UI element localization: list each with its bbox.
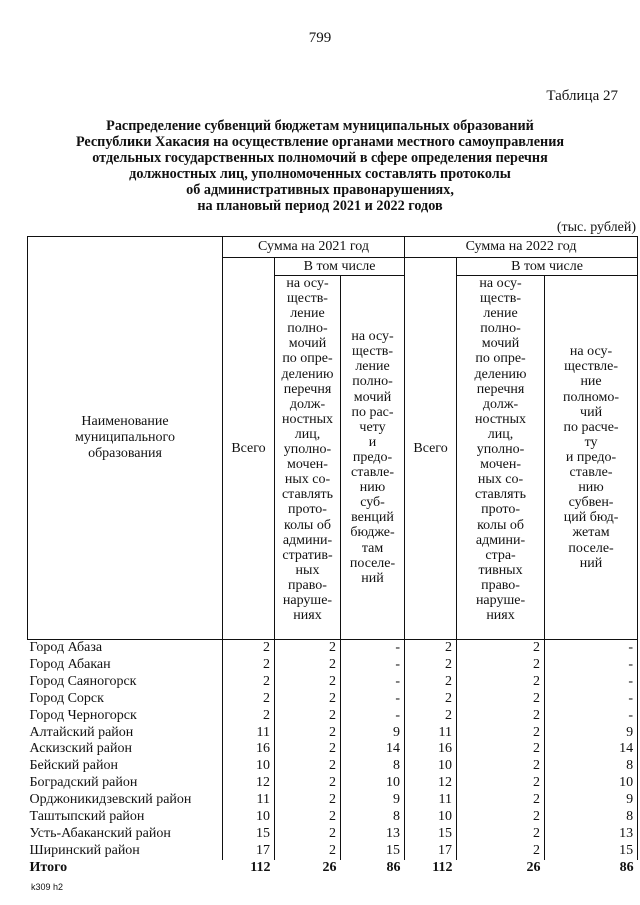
value-cell: 2 [275,758,341,775]
municipality-name: Аскизский район [29,741,132,757]
table-row [28,741,638,758]
value-cell: 2 [457,843,545,860]
table-row [28,758,638,775]
value-cell: 2 [275,640,341,657]
table-body [28,640,638,877]
municipality-name: Таштыпский район [29,809,145,825]
table-row [28,674,638,691]
table-row [28,792,638,809]
total-label: Итого [29,859,68,875]
value-cell: 2 [457,809,545,826]
header-sum-2022: Сумма на 2022 год [405,237,638,258]
municipality-name: Город Абакан [29,656,111,672]
value-cell: 14 [545,741,638,758]
header-protocol-2022: на осу- ществ- ление полно- мочий по опре- делению перечня долж- ностных лиц, уполно- мочен- ных со- ставлять прото- колы об админи- стра- тивных право- наруше- ниях [474,276,527,624]
value-cell: - [341,691,405,708]
value-cell: 2 [223,640,275,657]
municipality-name: Орджоникидзевский район [29,792,192,808]
header-transfer-2022: на осу- ществле- ние полномо- чий по расче- ту и предо- ставле- нию субвен- ций бюд- жетам поселе- ний [563,344,620,571]
value-cell: 8 [341,758,405,775]
municipality-name: Город Абаза [29,640,103,655]
value-cell: 26 [322,859,337,875]
title-line: Распределение субвенций бюджетам муниципальных образований [106,118,534,134]
value-cell: 2 [275,843,341,860]
table-row [28,775,638,792]
value-cell: 11 [405,792,457,809]
municipality-name: Ширинский район [29,842,140,858]
title-line: Республики Хакасия на осуществление органами местного самоуправления [75,134,565,150]
value-cell: 16 [405,741,457,758]
table-row [28,640,638,657]
value-cell: - [545,674,638,691]
header-including-2021: В том числе [275,258,405,276]
table-row [28,691,638,708]
value-cell: - [545,691,638,708]
value-cell: 9 [545,725,638,742]
table-row [28,826,638,843]
value-cell: 13 [545,826,638,843]
value-cell: 11 [223,725,275,742]
header-transfer-2021: на осу- ществ- ление полно- мочий по рас- чету и предо- ставле- нию суб- венций бюдже- там поселе- ний [349,329,396,586]
value-cell: 2 [457,691,545,708]
value-cell: 15 [223,826,275,843]
value-cell: 15 [405,826,457,843]
value-cell: 2 [275,826,341,843]
value-cell: 2 [405,691,457,708]
municipality-name: Город Сорск [29,690,104,706]
value-cell: 9 [341,725,405,742]
table-row [28,657,638,674]
value-cell: 112 [432,859,453,875]
value-cell: 112 [250,859,271,875]
value-cell: - [545,657,638,674]
header-total-2022: Всего [405,258,457,640]
page-number: 799 [308,30,332,46]
value-cell: 17 [405,843,457,860]
municipality-name: Город Саяногорск [29,673,137,689]
value-cell: 2 [457,775,545,792]
value-cell: 86 [619,859,634,875]
header-sum-2021: Сумма на 2021 год [223,237,405,258]
value-cell: 8 [545,758,638,775]
value-cell: 2 [223,691,275,708]
units-label: (тыс. рублей) [556,220,636,235]
value-cell: 17 [223,843,275,860]
value-cell: 9 [341,792,405,809]
value-cell: 2 [457,826,545,843]
value-cell: 15 [545,843,638,860]
value-cell: 26 [526,859,541,875]
value-cell: 8 [341,809,405,826]
value-cell: 10 [405,809,457,826]
table-row [28,809,638,826]
header-total-2021: Всего [223,258,275,640]
value-cell: 2 [457,708,545,725]
value-cell: - [341,657,405,674]
value-cell: 2 [275,775,341,792]
value-cell: 2 [223,674,275,691]
value-cell: - [545,640,638,657]
value-cell: 86 [386,859,401,875]
value-cell: 14 [341,741,405,758]
municipality-name: Бейский район [29,758,118,774]
value-cell: 10 [405,758,457,775]
value-cell: 2 [275,741,341,758]
value-cell: 8 [545,809,638,826]
table-row [28,725,638,742]
municipality-name: Боградский район [29,775,138,791]
value-cell: 2 [223,657,275,674]
value-cell: 15 [341,843,405,860]
municipality-name: Алтайский район [29,724,134,740]
value-cell: 12 [223,775,275,792]
value-cell: 2 [405,674,457,691]
header-protocol-2021: на осу- ществ- ление полно- мочий по опре- делению перечня долж- ностных лиц, уполно- мочен- ных со- ставлять прото- колы об админи- стратив- ных право- наруше- ниях [281,276,334,624]
value-cell: 2 [275,725,341,742]
value-cell: 2 [457,640,545,657]
value-cell: 11 [223,792,275,809]
value-cell: - [341,674,405,691]
value-cell: 2 [405,708,457,725]
municipality-name: Город Черногорск [29,707,137,723]
value-cell: 2 [457,725,545,742]
value-cell: 10 [341,775,405,792]
value-cell: 2 [457,758,545,775]
value-cell: 2 [275,674,341,691]
total-row [28,860,638,877]
value-cell: - [545,708,638,725]
header-including-2022: В том числе [457,258,638,276]
header-name: Наименование муниципального образования [28,237,223,640]
value-cell: 2 [223,708,275,725]
table-title [30,118,610,214]
footer-code: k309 h2 [31,882,64,892]
title-line: на плановый период 2021 и 2022 годов [197,198,443,214]
value-cell: 12 [405,775,457,792]
value-cell: 2 [457,657,545,674]
title-line: отдельных государственных полномочий в сфере определения перечня [92,150,548,166]
subvention-table [27,236,638,877]
value-cell: 16 [223,741,275,758]
value-cell: 11 [405,725,457,742]
municipality-name: Усть-Абаканский район [29,825,171,841]
value-cell: 2 [275,691,341,708]
table-row [28,843,638,860]
value-cell: 2 [275,792,341,809]
value-cell: 13 [341,826,405,843]
value-cell: 10 [223,758,275,775]
value-cell: 2 [275,708,341,725]
value-cell: - [341,640,405,657]
title-line: об административных правонарушениях, [186,182,454,198]
value-cell: 10 [545,775,638,792]
value-cell: 2 [405,657,457,674]
value-cell: 2 [275,809,341,826]
title-line: должностных лиц, уполномоченных составлять протоколы [129,166,511,182]
value-cell: - [341,708,405,725]
value-cell: 2 [457,792,545,809]
value-cell: 2 [405,640,457,657]
table-row [28,708,638,725]
value-cell: 10 [223,809,275,826]
table-label: Таблица 27 [546,88,618,104]
value-cell: 2 [457,741,545,758]
value-cell: 2 [457,674,545,691]
value-cell: 9 [545,792,638,809]
value-cell: 2 [275,657,341,674]
